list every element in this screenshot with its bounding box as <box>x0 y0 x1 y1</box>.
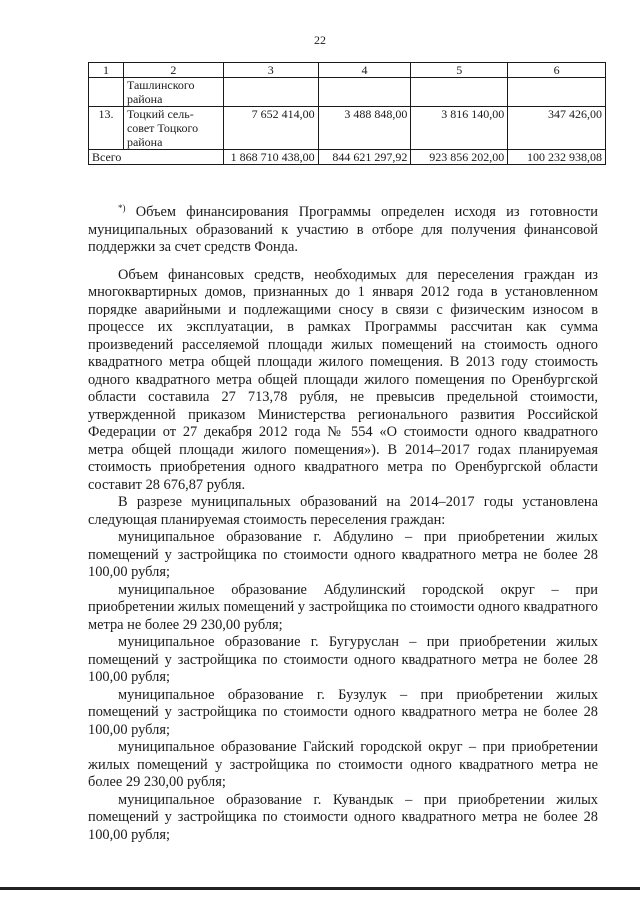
header-cell: 2 <box>123 63 223 78</box>
body-text <box>88 200 598 844</box>
header-cell: 1 <box>89 63 124 78</box>
list-item: муниципальное образование Гайский городской округ – при приобретении жилых помещений у застройщика по стоимости одного квадратного метра не более 29 230,00 рубля; <box>88 739 598 790</box>
footnote-marker: *) <box>118 203 126 213</box>
municipality-name: Ташлинского района <box>123 78 223 107</box>
paragraph-text: Объем финансирования Программы определен исходя из готовности муниципальных образований к участию в отборе для получения финансовой поддержки за счет средств Фонда. <box>88 204 598 255</box>
paragraph: Объем финансовых средств, необходимых для переселения граждан из многоквартирных домов, признанных до 1 января 2012 года в установленном порядке аварийными и подлежащими сносу в связи с физическим износом в процессе их эксплуатации, в рамках Программы рассчитан как сумма произведений расселяемой площади жилых помещений на стоимость одного квадратного метра общей площади жилого помещения. В 2013 году стоимость одного квадратного метра общей площади жилого помещения по Оренбургской области составила 27 713,78 рубля, не превысив предельной стоимости, утвержденной приказом Министерства регионального развития Российской Федерации от 27 декабря 2012 года № 554 «О стоимости одного квадратного метра общей площади жилого помещения»). В 2014–2017 годах планируемая стоимость приобретения одного квадратного метра по Оренбургской области составит 28 676,87 рубля. <box>88 266 598 493</box>
amount-cell <box>318 78 411 107</box>
header-cell: 4 <box>318 63 411 78</box>
list-item: муниципальное образование г. Кувандык – при приобретении жилых помещений у застройщика по стоимости одного квадратного метра не более 28 100,00 рубля; <box>88 791 598 843</box>
footnote-paragraph <box>88 200 598 257</box>
page-number: 22 <box>314 33 326 47</box>
total-amount-cell: 100 232 938,08 <box>508 150 606 165</box>
table-total-row <box>89 150 606 165</box>
bottom-divider <box>0 887 640 890</box>
paragraph: В разрезе муниципальных образований на 2014–2017 годы установлена следующая планируемая стоимость переселения граждан: <box>88 494 598 528</box>
amount-cell: 3 816 140,00 <box>411 107 508 150</box>
list-item: муниципальное образование г. Абдулино – при приобретении жилых помещений у застройщика по стоимости одного квадратного метра не более 28 100,00 рубля; <box>88 529 598 580</box>
municipality-name: Тоцкий сель-совет Тоцкого района <box>123 107 223 150</box>
table-header-row <box>89 63 606 78</box>
row-number <box>89 78 124 107</box>
amount-cell <box>508 78 606 107</box>
table-row <box>89 107 606 150</box>
funding-table <box>88 62 606 165</box>
amount-cell: 3 488 848,00 <box>318 107 411 150</box>
total-amount-cell: 1 868 710 438,00 <box>223 150 318 165</box>
total-amount-cell: 844 621 297,92 <box>318 150 411 165</box>
total-amount-cell: 923 856 202,00 <box>411 150 508 165</box>
row-number: 13. <box>89 107 124 150</box>
list-item: муниципальное образование г. Бугуруслан – при приобретении жилых помещений у застройщика по стоимости одного квадратного метра не более 28 100,00 рубля; <box>88 634 598 685</box>
table-row <box>89 78 606 107</box>
total-label: Всего <box>89 150 224 165</box>
header-cell: 5 <box>411 63 508 78</box>
amount-cell: 347 426,00 <box>508 107 606 150</box>
amount-cell <box>411 78 508 107</box>
amount-cell <box>223 78 318 107</box>
header-cell: 6 <box>508 63 606 78</box>
list-item: муниципальное образование г. Бузулук – при приобретении жилых помещений у застройщика по стоимости одного квадратного метра не более 28 100,00 рубля; <box>88 686 598 738</box>
amount-cell: 7 652 414,00 <box>223 107 318 150</box>
header-cell: 3 <box>223 63 318 78</box>
list-item: муниципальное образование Абдулинский городской округ – при приобретении жилых помещений у застройщика по стоимости одного квадратного метра не более 29 230,00 рубля; <box>88 581 598 633</box>
